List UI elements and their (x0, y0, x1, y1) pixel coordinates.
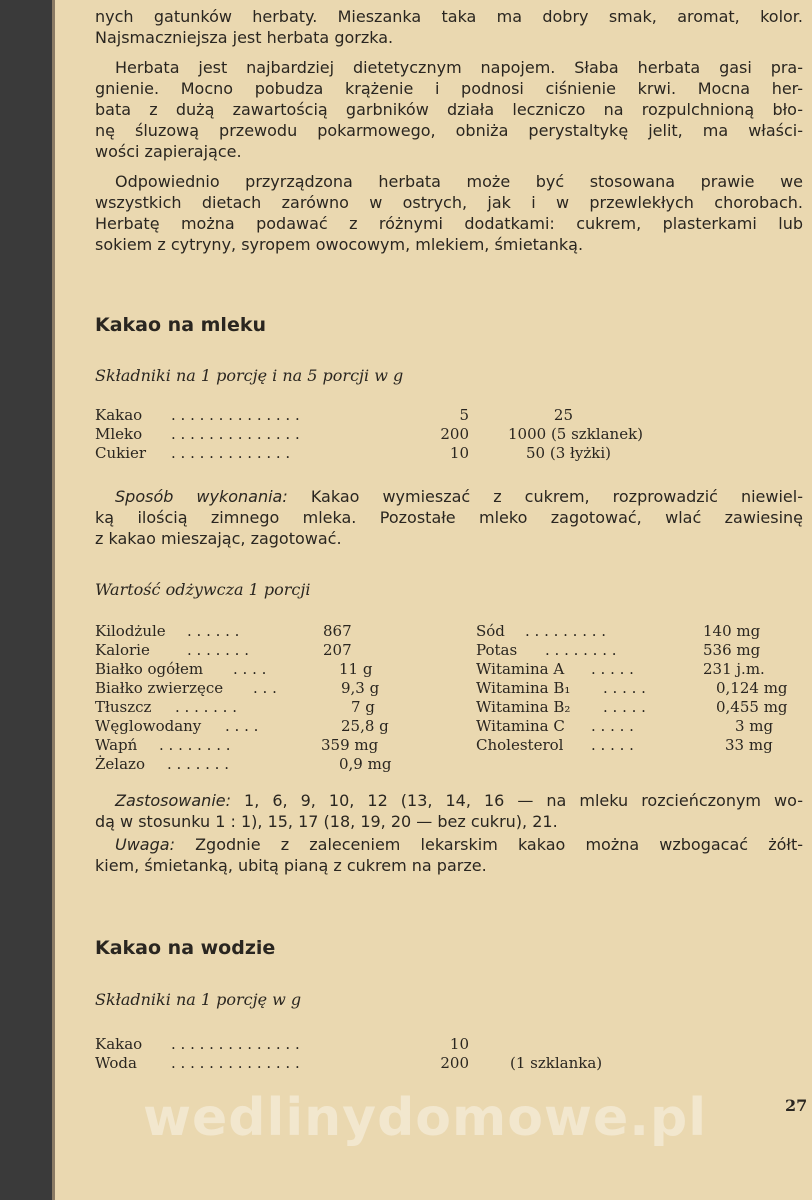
ingredient-qty-5: 50 (3 łyżki) (526, 444, 611, 462)
nutrient-value: 140 mg (703, 622, 761, 640)
usage-label: Zastosowanie: (115, 791, 231, 810)
book-page (55, 0, 812, 1200)
ingredient-name: Mleko (95, 425, 143, 443)
nutrient-value: 536 mg (703, 641, 761, 659)
text-line: sokiem z cytryny, syropem owocowym, mlekiem, śmietanką. (95, 235, 584, 254)
ingredient-qty-1: 10 (449, 444, 469, 462)
ingredient-qty-5: 25 (553, 406, 573, 424)
ingredients-heading: Składniki na 1 porcję i na 5 porcji w g (95, 366, 404, 385)
nutrient-name: Sód (476, 622, 505, 640)
nutrient-name: Białko zwierzęce (95, 679, 224, 697)
nutrient-value: 7 g (351, 698, 375, 716)
ingredient-name: Kakao (95, 1035, 143, 1053)
nutrient-name: Białko ogółem (95, 660, 204, 678)
method-label: Sposób wykonania: (115, 487, 288, 506)
page-number: 27 (785, 1096, 808, 1115)
leader-dots: . . . . . . . . (545, 641, 617, 659)
text-line: wszystkich dietach zarówno w ostrych, jak i w przewlekłych chorobach. (95, 193, 803, 212)
ingredient-qty-1: 5 (459, 406, 469, 424)
text-line: Kakao wymieszać z cukrem, rozprowadzić niewiel- (310, 487, 803, 506)
note-paragraph (95, 834, 803, 876)
ingredient-name: Cukier (95, 444, 147, 462)
nutrient-value: 9,3 g (341, 679, 380, 697)
nutrient-value: 207 (323, 641, 352, 659)
leader-dots: . . . . . . . . . (525, 622, 607, 640)
text-line: Herbata jest najbardziej dietetycznym napojem. Słaba herbata gasi pra- (115, 58, 803, 77)
intro-paragraph-1 (95, 6, 803, 48)
nutrient-value: 0,455 mg (716, 698, 788, 716)
text-line: dą w stosunku 1 : 1), 15, 17 (18, 19, 20 — bez cukru), 21. (95, 812, 558, 831)
nutrient-name: Kilodżule (95, 622, 166, 640)
text-line: z kakao mieszając, zagotować. (95, 529, 342, 548)
nutrient-name: Potas (476, 641, 518, 659)
leader-dots: . . . . (233, 660, 267, 678)
leader-dots: . . . . . . . (175, 698, 237, 716)
nutrient-name: Witamina A (476, 660, 565, 678)
watermark: wedlinydomowe.pl (142, 1088, 708, 1148)
leader-dots: . . . . (225, 717, 259, 735)
leader-dots: . . . (253, 679, 277, 697)
leader-dots: . . . . . (603, 679, 646, 697)
leader-dots: . . . . . . . . . . . . . . (171, 406, 300, 424)
ingredient-qty: 10 (449, 1035, 469, 1053)
nutrient-value: 25,8 g (341, 717, 389, 735)
nutrient-value: 3 mg (735, 717, 774, 735)
leader-dots: . . . . . . (187, 622, 240, 640)
leader-dots: . . . . . . . . . . . . . (171, 444, 291, 462)
nutrient-value: 867 (323, 622, 352, 640)
text-line: nę śluzową przewodu pokarmowego, obniża perystaltykę jelit, ma właści- (95, 121, 803, 140)
text-line: Najsmaczniejsza jest herbata gorzka. (95, 28, 394, 47)
ingredient-qty: 200 (440, 1054, 469, 1072)
ingredient-qty-1: 200 (440, 425, 469, 443)
text-line: 1, 6, 9, 10, 12 (13, 14, 16 — na mleku rozcieńczonym wo- (244, 791, 803, 810)
leader-dots: . . . . . . . . . . . . . . (171, 425, 300, 443)
nutrient-name: Żelazo (95, 755, 145, 773)
nutrient-name: Cholesterol (476, 736, 564, 754)
text-line: kiem, śmietanką, ubitą pianą z cukrem na parze. (95, 856, 487, 875)
leader-dots: . . . . . . . . . . . . . . (171, 1054, 300, 1072)
nutrient-name: Witamina B₂ (476, 698, 571, 716)
nutrient-value: 359 mg (321, 736, 379, 754)
leader-dots: . . . . . (591, 660, 634, 678)
leader-dots: . . . . . . . . . . . . . . (171, 1035, 300, 1053)
nutrient-value: 33 mg (725, 736, 773, 754)
text-line: Zgodnie z zaleceniem lekarskim kakao można wzbogacać żółt- (195, 835, 803, 854)
text-line: bata z dużą zawartością garbników działa leczniczo na rozpulchnioną bło- (95, 100, 803, 119)
ingredient-note: (1 szklanka) (510, 1054, 603, 1072)
recipe-title: Kakao na wodzie (95, 937, 276, 959)
text-line: wości zapierające. (95, 142, 242, 161)
ingredient-name: Kakao (95, 406, 143, 424)
text-line: nych gatunków herbaty. Mieszanka taka ma dobry smak, aromat, kolor. (95, 7, 803, 26)
text-line: Herbatę można podawać z różnymi dodatkami: cukrem, plasterkami lub (95, 214, 803, 233)
ingredient-name: Woda (95, 1054, 137, 1072)
method-paragraph (95, 486, 803, 549)
nutrient-value: 0,9 mg (339, 755, 392, 773)
nutrient-name: Wapń (95, 736, 138, 754)
nutrient-name: Węglowodany (95, 717, 202, 735)
note-label: Uwaga: (115, 835, 175, 854)
text-line: gnienie. Mocno pobudza krążenie i podnosi ciśnienie krwi. Mocna her- (95, 79, 803, 98)
leader-dots: . . . . . (591, 717, 634, 735)
nutrient-value: 0,124 mg (716, 679, 788, 697)
leader-dots: . . . . . (591, 736, 634, 754)
nutrient-value: 11 g (339, 660, 373, 678)
nutrition-heading: Wartość odżywcza 1 porcji (95, 580, 311, 599)
text-line: ką ilością zimnego mleka. Pozostałe mleko zagotować, wlać zawiesinę (95, 508, 803, 527)
leader-dots: . . . . . . . . (159, 736, 231, 754)
intro-paragraph-2 (95, 57, 803, 162)
nutrient-name: Tłuszcz (95, 698, 152, 716)
leader-dots: . . . . . . . (167, 755, 229, 773)
intro-paragraph-3 (95, 171, 803, 255)
nutrient-value: 231 j.m. (703, 660, 765, 678)
usage-paragraph (95, 790, 803, 832)
leader-dots: . . . . . . . (187, 641, 249, 659)
ingredient-qty-5: 1000 (5 szklanek) (508, 425, 644, 443)
ingredients-heading: Składniki na 1 porcję w g (95, 990, 302, 1009)
nutrient-name: Kalorie (95, 641, 150, 659)
recipe-title: Kakao na mleku (95, 314, 266, 336)
nutrient-name: Witamina B₁ (476, 679, 571, 697)
nutrient-name: Witamina C (476, 717, 565, 735)
text-line: Odpowiednio przyrządzona herbata może być stosowana prawie we (115, 172, 803, 191)
leader-dots: . . . . . (603, 698, 646, 716)
